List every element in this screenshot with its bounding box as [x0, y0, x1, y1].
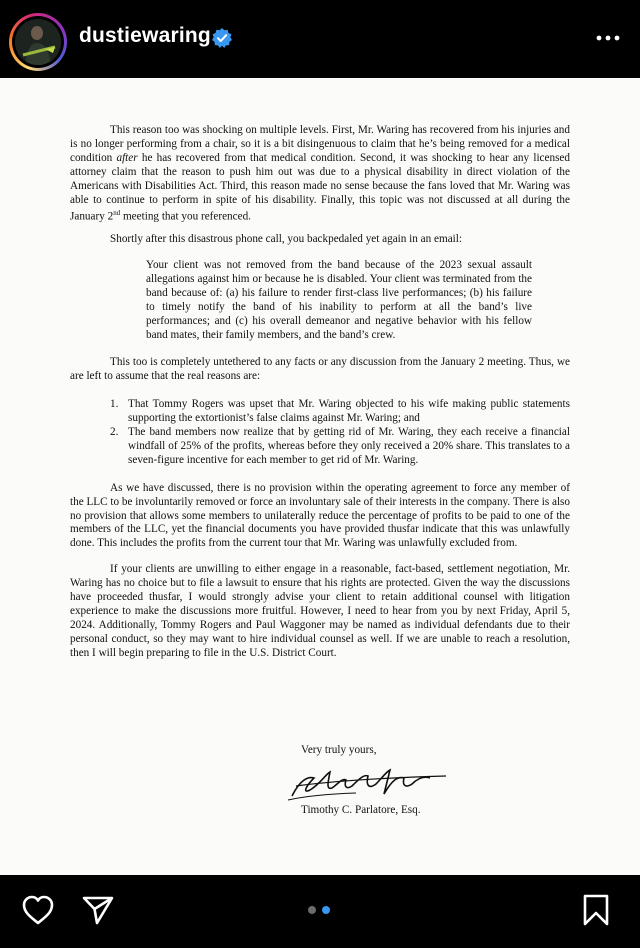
avatar[interactable] [15, 19, 61, 65]
list-number: 2. [110, 426, 119, 439]
list-number: 1. [110, 398, 119, 411]
letter-closing: Very truly yours, [301, 744, 377, 756]
list-text: The band members now realize that by getting rid of Mr. Waring, they each receive a financial windfall of 25% of the profits, whereas before they only received a 20% share. This translates to a seven-figure incentive for each member to get rid of Mr. Waring. [128, 426, 570, 466]
share-paper-plane-icon[interactable] [82, 895, 114, 925]
letter-paragraph: Shortly after this disastrous phone call, you backpedaled yet again in an email: [110, 233, 462, 246]
reasons-list [70, 398, 570, 468]
post-actions-bar [0, 875, 640, 948]
avatar-frame [12, 16, 64, 68]
post-image-letter[interactable] [0, 78, 640, 875]
more-options-icon[interactable] [594, 28, 622, 48]
superscript: nd [113, 209, 121, 218]
heart-icon[interactable] [22, 895, 54, 925]
carousel-dot-active [322, 906, 330, 914]
list-item [70, 426, 570, 468]
carousel-indicator [306, 906, 336, 916]
handwritten-signature [286, 760, 454, 804]
letter-paragraph: As we have discussed, there is no provision within the operating agreement to force any member of the LLC to be involuntarily removed or force an involuntary sale of their interests in the company. There is also no provision that allows some members to unilaterally reduce the percentage of profits to be paid to one of the members of the LLC, yet the financial documents you have provided thusfar indicate that this was unlawfully done. This includes the profits from the current tour that Mr. Waring was unlawfully excluded from. [70, 481, 570, 550]
verified-badge-icon [212, 28, 232, 48]
carousel-dot [308, 906, 316, 914]
username[interactable]: dustiewaring [79, 24, 211, 47]
bookmark-icon[interactable] [582, 894, 610, 926]
block-quote: Your client was not removed from the band because of the 2023 sexual assault allegations against him or because he is disabled. Your client was terminated from the band because of: (a) his failure to render first-class live performances; (b) his failure to timely notify the band of his inability to perform at all the band’s live performances; and (c) his overall demeanor and negative behavior with his fellow band mates, their family members, and the band’s crew. [146, 258, 532, 341]
text-run: This reason too was shocking on multiple levels. First, Mr. Waring has recovered from his injuries and is no longer performing from a chair, so it is a bit disingenuous to claim that he’s being removed for a medical condition [70, 124, 570, 164]
list-item [70, 398, 570, 426]
letter-body [70, 124, 570, 661]
text-run: he has recovered from that medical condition. Second, it was shocking to hear any licensed attorney claim that the reason to push him out was due to a physical disability in direct violation of the Americans with Disabilities Act. Third, this reason made no sense because the fans loved that Mr. Waring was able to continue to perform in spite of his disability. Finally, this topic was not discussed at all during the January 2 [70, 151, 570, 224]
text-run: meeting that you referenced. [120, 211, 251, 224]
avatar-image [15, 19, 61, 65]
signer-name: Timothy C. Parlatore, Esq. [301, 804, 421, 816]
post-header [0, 0, 640, 78]
letter-paragraph: This too is completely untethered to any facts or any discussion from the January 2 meeting. Thus, we are left to assume that the real reasons are: [70, 356, 570, 383]
letter-paragraph: If your clients are unwilling to either engage in a reasonable, fact-based, settlement negotiation, Mr. Waring has no choice but to file a lawsuit to ensure that his rights are protected. Given the way the discussions have proceeded thusfar, I would strongly advise your client to retain additional counsel with litigation experience to make the discussions more fruitful. However, I need to hear from you by next Friday, April 5, 2024. Additionally, Tommy Rogers and Paul Waggoner may be named as individual defendants due to their personal conduct, so they may want to hire individual counsel as well. If we are unable to reach a resolution, then I will begin preparing to file in the U.S. District Court. [70, 563, 570, 659]
story-ring[interactable] [9, 13, 67, 71]
list-text: That Tommy Rogers was upset that Mr. Waring objected to his wife making public statements supporting the extortionist’s false claims against Mr. Waring; and [128, 398, 570, 425]
letter-paragraph [70, 124, 570, 225]
emphasis-text: after [116, 151, 138, 164]
